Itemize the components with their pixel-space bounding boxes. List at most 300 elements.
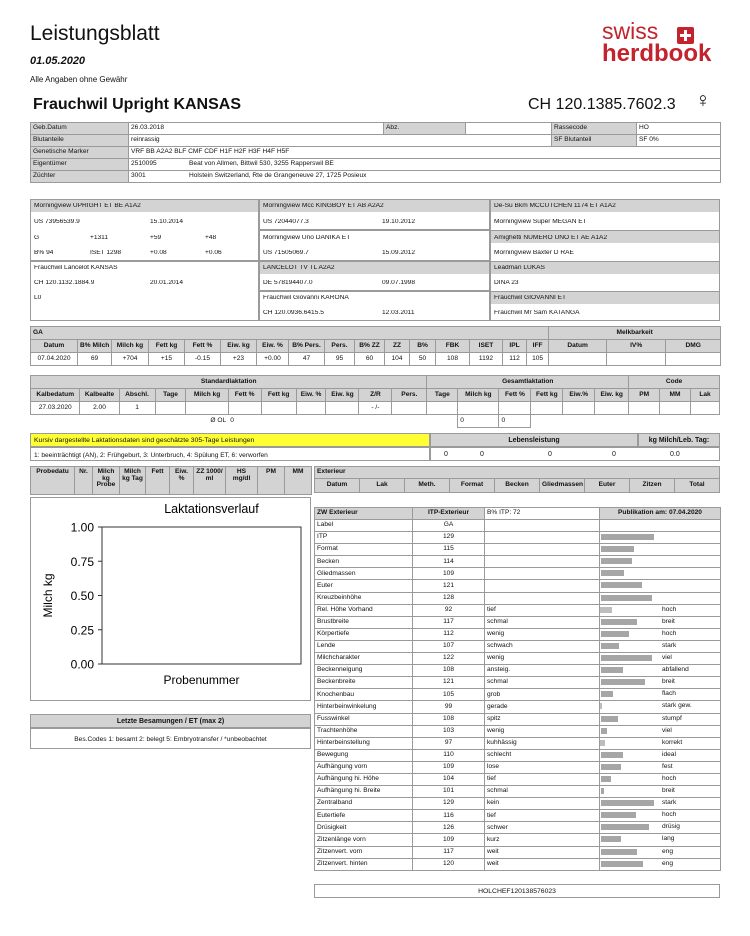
ext-header: Total — [675, 479, 720, 493]
zw-row — [315, 761, 721, 773]
zw-bar-cell — [600, 628, 721, 640]
zw-bar-cell — [600, 532, 721, 544]
ga-header: IPL — [503, 340, 527, 353]
lakt-value — [629, 402, 660, 415]
code-title: Code — [629, 376, 720, 389]
zw-row — [315, 616, 721, 628]
info-table — [30, 122, 721, 183]
zw-value: 116 — [413, 810, 485, 822]
lakt-value — [531, 402, 563, 415]
zw-desc-right: breit — [662, 787, 675, 795]
zw-desc-left — [485, 592, 600, 604]
zw-row — [315, 677, 721, 689]
lakt-value: 1 — [119, 402, 155, 415]
zw-value: 108 — [413, 665, 485, 677]
ga-header: Pers. — [325, 340, 355, 353]
zw-desc-right: korrekt — [662, 738, 683, 746]
zw-row — [315, 689, 721, 701]
zw-trait: Zentralband — [315, 798, 413, 810]
lakt-header: Kalbedatum — [31, 389, 80, 402]
zw-trait: Milchcharakter — [315, 653, 413, 665]
ges-title: Gesamtlaktation — [427, 376, 629, 389]
ss-id: US 72044077.3 — [263, 219, 309, 225]
lakt-header: Tage — [155, 389, 186, 402]
dam-date: 20.01.2014 — [150, 280, 184, 286]
female-icon: ♀ — [695, 89, 711, 112]
zw-trait: Trachtenhöhe — [315, 725, 413, 737]
ga-value — [666, 353, 721, 366]
zw-value: 92 — [413, 604, 485, 616]
lakt-value — [228, 402, 261, 415]
zw-value: 104 — [413, 773, 485, 785]
lakt-header: Eiw. kg — [595, 389, 629, 402]
zw-trait: Brustbreite — [315, 616, 413, 628]
zw-row — [315, 665, 721, 677]
zw-value: 99 — [413, 701, 485, 713]
zw-desc-left: lose — [485, 761, 600, 773]
zw-bar-cell — [600, 858, 721, 870]
probe-header: Eiw. % — [170, 467, 194, 495]
lakt-value — [595, 402, 629, 415]
y-tick-label: 0.00 — [70, 657, 94, 672]
zw-desc-right: flach — [662, 690, 676, 698]
estimate-note: Kursiv dargestellte Laktationsdaten sind geschätzte 305-Tage Leistungen — [30, 433, 430, 447]
probe-header: PM — [258, 467, 285, 495]
zw-desc-right: hoch — [662, 811, 677, 819]
zw-trait: Knochenbau — [315, 689, 413, 701]
geb-value: 26.03.2018 — [129, 123, 384, 135]
sfblut-value: SF 0% — [637, 135, 721, 147]
zw-bar — [601, 800, 654, 806]
ddd-name: Frauchwil Mr Sam KATANGA — [494, 310, 580, 316]
lakt-header: Tage — [427, 389, 458, 402]
zw-trait: Körpertiefe — [315, 628, 413, 640]
zw-trait: Rel. Höhe Vorhand — [315, 604, 413, 616]
zw-trait: Aufhängung hi. Höhe — [315, 773, 413, 785]
zw-bar — [601, 582, 642, 588]
ga-value: 07.04.2020 — [31, 353, 78, 366]
probe-table — [30, 466, 312, 495]
zw-desc-left: schmal — [485, 616, 600, 628]
zw-value: 109 — [413, 834, 485, 846]
zw-bar — [601, 776, 611, 782]
zw-bar-cell — [600, 846, 721, 858]
zw-row — [315, 834, 721, 846]
zw-desc-right: drüsig — [662, 823, 680, 831]
ss-name: Morningview Mcc KINGBOY ET AB A2A2 — [263, 203, 384, 209]
breeder-value: 3001 Holstein Switzerland, Rte de Grangeneuve 27, 1725 Posieux — [129, 171, 721, 183]
zw-h1: ZW Exterieur — [315, 508, 413, 520]
sss-name: De-Su Bkm MCCUTCHEN 1174 ET A1A2 — [494, 203, 616, 209]
kgml-value: 0.0 — [670, 451, 680, 458]
lakt-header: Milch kg — [186, 389, 228, 402]
lakt-header: Eiw. % — [296, 389, 326, 402]
y-axis-label: Milch kg — [41, 573, 55, 618]
owner-label: Eigentümer — [31, 159, 129, 171]
ext-header: Euter — [585, 479, 630, 493]
zw-row — [315, 701, 721, 713]
ga-header: B% Pers. — [289, 340, 325, 353]
zw-desc-left: schmal — [485, 677, 600, 689]
zw-row — [315, 822, 721, 834]
ga-value: 95 — [325, 353, 355, 366]
zw-row — [315, 846, 721, 858]
zw-row — [315, 592, 721, 604]
abz-value — [466, 123, 552, 135]
zw-bar-cell — [600, 556, 721, 568]
lakt-header: PM — [629, 389, 660, 402]
lakt-header: Abschl. — [119, 389, 155, 402]
zw-bar — [601, 849, 637, 855]
zw-row — [315, 520, 721, 532]
ga-header: DMG — [666, 340, 721, 353]
dam-lak: L0 — [34, 295, 42, 301]
zw-value: 126 — [413, 822, 485, 834]
sfblut-label: SF Blutanteil — [552, 135, 637, 147]
ext-title: Exterieur — [315, 467, 720, 479]
zw-row — [315, 532, 721, 544]
y-tick-label: 1.00 — [70, 520, 94, 535]
zw-desc-right: viel — [662, 654, 672, 662]
lakt-header: Eiw.% — [563, 389, 595, 402]
lakt-header: Fett kg — [531, 389, 563, 402]
zw-bar-cell — [600, 834, 721, 846]
zw-value: 109 — [413, 568, 485, 580]
lakt-header: Z/R — [359, 389, 392, 402]
ext-header: Gliedmassen — [540, 479, 585, 493]
zw-desc-left — [485, 532, 600, 544]
ga-header: B% Milch — [78, 340, 112, 353]
lakt-header: Fett % — [228, 389, 261, 402]
zw-trait: Aufhängung hi. Breite — [315, 786, 413, 798]
zw-bar-cell — [600, 677, 721, 689]
abz-label: Abz. — [384, 123, 466, 135]
zw-bar — [601, 655, 652, 661]
zw-trait: Drüsigkeit — [315, 822, 413, 834]
zw-row — [315, 568, 721, 580]
zw-desc-left — [485, 556, 600, 568]
zw-trait: Zitzenvert. vorn — [315, 846, 413, 858]
zw-desc-right: breit — [662, 678, 675, 686]
zw-row — [315, 786, 721, 798]
zw-trait: Zitzenvert. hinten — [315, 858, 413, 870]
zw-desc-left: weit — [485, 846, 600, 858]
zw-desc-right: eng — [662, 847, 674, 855]
sds-name: Amighetti NUMERO UNO ET AE A1A2 — [494, 235, 608, 241]
probe-header: Nr. — [75, 467, 93, 495]
ext-header: Becken — [495, 479, 540, 493]
leb-3: 0 — [548, 451, 552, 458]
dd-id: CH 120.0936.6415.5 — [263, 310, 324, 316]
ga-value: 108 — [436, 353, 470, 366]
zw-desc-left: tief — [485, 604, 600, 616]
ssd-name: Morningview Super MEGAN ET — [494, 219, 587, 225]
lakt-header: Kalbealte — [80, 389, 119, 402]
dd-name: Frauchwil Giovanni KARONA — [263, 295, 349, 301]
zw-row — [315, 773, 721, 785]
zw-value: 122 — [413, 653, 485, 665]
zw-row — [315, 749, 721, 761]
zw-bar — [601, 570, 624, 576]
dd-date: 12.03.2011 — [382, 310, 415, 316]
zw-row — [315, 725, 721, 737]
zw-h2: ITP-Exterieur — [413, 508, 485, 520]
zw-desc-left: kuhhässig — [485, 737, 600, 749]
zw-bar — [601, 546, 634, 552]
probe-header: HS mg/dl — [226, 467, 258, 495]
ga-header: Fett % — [185, 340, 221, 353]
ga-value: +15 — [149, 353, 185, 366]
report-date: 01.05.2020 — [30, 55, 86, 67]
geb-label: Geb.Datum — [31, 123, 129, 135]
zw-desc-left: ansteig. — [485, 665, 600, 677]
zw-bar — [601, 691, 613, 697]
zw-value: 121 — [413, 580, 485, 592]
disclaimer: Alle Angaben ohne Gewähr — [30, 75, 128, 84]
zw-desc-right: hoch — [662, 774, 677, 782]
ext-header: Zitzen — [630, 479, 675, 493]
ga-header: ZZ — [385, 340, 410, 353]
leb-2: 0 — [480, 451, 484, 458]
lakt-value — [186, 402, 228, 415]
logo-swiss: swiss — [602, 18, 659, 44]
lakt-value — [261, 402, 296, 415]
zw-bar — [601, 534, 654, 540]
zw-desc-left: wenig — [485, 653, 600, 665]
zw-row — [315, 653, 721, 665]
lakt-header: MM — [660, 389, 691, 402]
zw-value: 108 — [413, 713, 485, 725]
sdd-name: Morningview Baxter D RAE — [494, 250, 574, 256]
sire-v1: +1311 — [90, 235, 109, 241]
zw-trait: Gliedmassen — [315, 568, 413, 580]
zw-value: 117 — [413, 846, 485, 858]
zw-bar — [601, 716, 618, 722]
ga-value: 69 — [78, 353, 112, 366]
lakt-value — [326, 402, 359, 415]
dds-name: Frauchwil GIOVANNI ET — [494, 295, 567, 301]
zw-bar-cell — [600, 798, 721, 810]
ds-id: DE 578194407.0 — [263, 280, 313, 286]
ss-date: 19.10.2012 — [382, 219, 416, 225]
zw-desc-left: kein — [485, 798, 600, 810]
zw-value: 97 — [413, 737, 485, 749]
zw-desc-left: gerade — [485, 701, 600, 713]
zw-bar-cell — [600, 810, 721, 822]
lakt-value: 27.03.2020 — [31, 402, 80, 415]
sd-id: US 71505069.7 — [263, 250, 309, 256]
zw-bar — [601, 812, 636, 818]
zw-trait: Hinterbeinstellung — [315, 737, 413, 749]
zw-trait: Beckenbreite — [315, 677, 413, 689]
ga-value: 50 — [410, 353, 436, 366]
zw-trait: Zitzenlänge vorn — [315, 834, 413, 846]
zw-desc-left: schwach — [485, 640, 600, 652]
zw-desc-right: ideal — [662, 750, 676, 758]
probe-header: ZZ 1000/ ml — [194, 467, 226, 495]
zw-bar-cell — [600, 725, 721, 737]
zw-bar-cell — [600, 520, 721, 532]
sire-id: US 73956539.9 — [34, 219, 80, 225]
zw-bar-cell — [600, 737, 721, 749]
probe-header: MM — [285, 467, 312, 495]
ges-avg2: 0 — [499, 415, 531, 428]
lakt-header: Fett kg — [261, 389, 296, 402]
probe-header: Milch kg Tag — [120, 467, 146, 495]
zw-bar-cell — [600, 592, 721, 604]
sire-b: B% 94 — [34, 250, 54, 256]
zw-bar — [601, 643, 619, 649]
zw-value: 121 — [413, 677, 485, 689]
plot-area — [102, 527, 301, 664]
ga-table — [30, 326, 721, 366]
zw-bar-cell — [600, 701, 721, 713]
dsd-name: DINA 23 — [494, 280, 519, 286]
gen-value: VRF BB A2A2 BLF CMF CDF H1F H2F H3F H4F H5F — [129, 147, 721, 159]
sire-g: G — [34, 235, 40, 241]
ga-value: 47 — [289, 353, 325, 366]
zw-bar — [600, 740, 605, 746]
ext-header: Datum — [315, 479, 360, 493]
zw-row — [315, 640, 721, 652]
zw-value: 129 — [413, 532, 485, 544]
zw-bar — [601, 595, 652, 601]
zw-trait: Hinterbeinwinkelung — [315, 701, 413, 713]
zw-desc-right: stark — [662, 641, 677, 649]
ga-header: B% — [410, 340, 436, 353]
ga-value: +23 — [221, 353, 257, 366]
zw-row — [315, 628, 721, 640]
zw-desc-left: schwer — [485, 822, 600, 834]
ga-header: IV% — [607, 340, 666, 353]
zw-desc-left: tief — [485, 810, 600, 822]
zw-row — [315, 858, 721, 870]
zw-row — [315, 604, 721, 616]
zw-row — [315, 544, 721, 556]
zw-value: 110 — [413, 749, 485, 761]
zw-bar — [601, 619, 637, 625]
lakt-value — [296, 402, 326, 415]
zw-value: 120 — [413, 858, 485, 870]
ga-header: Eiw. % — [257, 340, 289, 353]
zw-value: 101 — [413, 786, 485, 798]
zw-bar-cell — [600, 749, 721, 761]
zw-desc-right: viel — [662, 726, 672, 734]
zw-table — [314, 507, 721, 871]
zw-desc-left — [485, 568, 600, 580]
ds-name: LANCELOT TV TL A2A2 — [263, 265, 335, 271]
zw-trait: Euter — [315, 580, 413, 592]
lakt-value — [499, 402, 531, 415]
zw-bar — [601, 728, 607, 734]
zw-bar-cell — [600, 689, 721, 701]
leb-1: 0 — [444, 451, 448, 458]
besam-title: Letzte Besamungen / ET (max 2) — [30, 714, 311, 728]
zw-value: 117 — [413, 616, 485, 628]
zw-trait: Label — [315, 520, 413, 532]
zw-desc-right: hoch — [662, 629, 677, 637]
zw-desc-left — [485, 544, 600, 556]
ga-header: FBK — [436, 340, 470, 353]
zw-desc-right: stark — [662, 799, 677, 807]
zw-trait: Aufhängung vorn — [315, 761, 413, 773]
zw-bar — [600, 703, 602, 709]
zw-bar-cell — [600, 616, 721, 628]
lakt-value — [691, 402, 720, 415]
zw-bar-cell — [600, 665, 721, 677]
zw-desc-right: breit — [662, 617, 675, 625]
ga-header: Milch kg — [112, 340, 149, 353]
exterieur-table — [314, 466, 720, 493]
lakt-value — [660, 402, 691, 415]
zw-desc-right: eng — [662, 859, 674, 867]
std-title: Standardlaktation — [31, 376, 427, 389]
zw-desc-right: stark gew. — [662, 702, 692, 710]
zw-desc-left: weit — [485, 858, 600, 870]
ga-value: -0.15 — [185, 353, 221, 366]
lakt-value — [458, 402, 499, 415]
page-title: Leistungsblatt — [30, 22, 160, 45]
zw-row — [315, 798, 721, 810]
zw-value: 129 — [413, 798, 485, 810]
zw-desc-left — [485, 520, 600, 532]
zw-value: 115 — [413, 544, 485, 556]
leb-4: 0 — [612, 451, 616, 458]
sire-v4: +0.08 — [150, 250, 167, 256]
lakt-value — [563, 402, 595, 415]
zw-bar-cell — [600, 544, 721, 556]
lakt-header: Fett % — [499, 389, 531, 402]
zw-desc-right: abfallend — [662, 666, 689, 674]
zw-row — [315, 737, 721, 749]
ga-header: Eiw. kg — [221, 340, 257, 353]
owner-value: 2510095 Beat von Allmen, Bittwil 530, 3255 Rapperswil BE — [129, 159, 721, 171]
zw-desc-left: wenig — [485, 628, 600, 640]
zw-bar — [600, 607, 613, 613]
sire-v2: +59 — [150, 235, 162, 241]
zw-bar — [601, 836, 621, 842]
zw-bar — [601, 824, 649, 830]
zw-trait: Kreuzbeinhöhe — [315, 592, 413, 604]
ga-value: +0.00 — [257, 353, 289, 366]
zw-bar — [601, 679, 645, 685]
ds-date: 09.07.1998 — [382, 280, 416, 286]
ga-title: GA — [31, 327, 549, 340]
lakt-value: - /- — [359, 402, 392, 415]
breeder-label: Züchter — [31, 171, 129, 183]
ga-header: Datum — [549, 340, 607, 353]
lactation-table — [30, 375, 720, 428]
ext-header: Meth. — [405, 479, 450, 493]
ga-value: 104 — [385, 353, 410, 366]
zw-bar — [601, 558, 632, 564]
lactation-chart — [31, 498, 310, 700]
ga-header: Datum — [31, 340, 78, 353]
lakt-value — [427, 402, 458, 415]
lakt-header: Pers. — [392, 389, 427, 402]
zw-bar — [601, 764, 621, 770]
sire-v5: +0.06 — [205, 250, 222, 256]
blut-value: reinrassig — [129, 135, 552, 147]
zw-row — [315, 556, 721, 568]
zw-bar — [601, 788, 604, 794]
zw-row — [315, 713, 721, 725]
zw-desc-left: tief — [485, 773, 600, 785]
zw-trait: Lende — [315, 640, 413, 652]
ga-value: 1192 — [470, 353, 503, 366]
zw-bar-cell — [600, 773, 721, 785]
y-tick-label: 0.25 — [70, 623, 94, 638]
